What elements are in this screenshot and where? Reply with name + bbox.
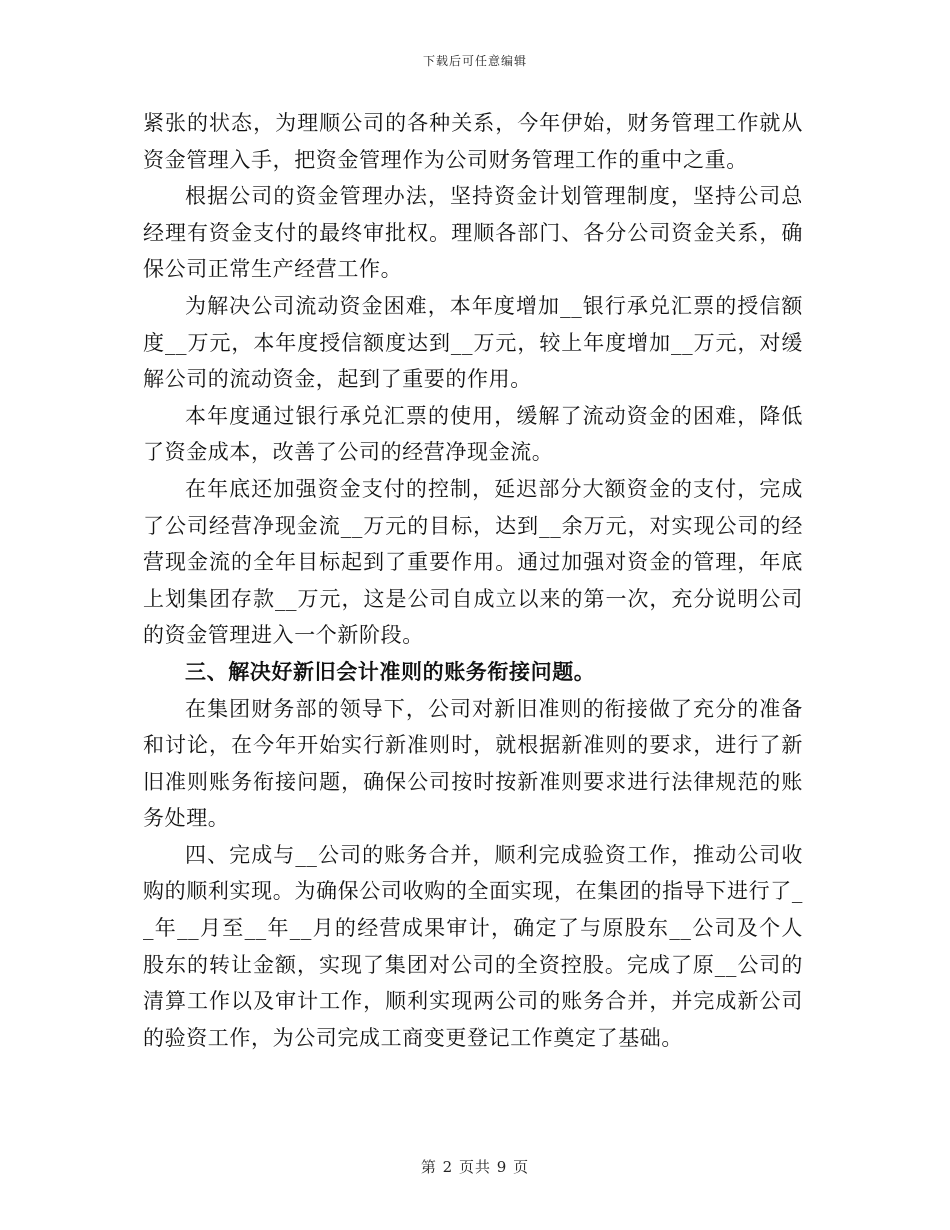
section-heading-3: 三、解决好新旧会计准则的账务衔接问题。 — [185, 659, 596, 684]
paragraph-3: 为解决公司流动资金困难，本年度增加__银行承兑汇票的授信额度__万元，本年度授信额度达到__万元，较上年度增加__万元，对缓解公司的流动资金，起到了重要的作用。 — [143, 293, 803, 392]
paragraph-2: 根据公司的资金管理办法，坚持资金计划管理制度，坚持公司总经理有资金支付的最终审批权。理顺各部门、各分公司资金关系，确保公司正常生产经营工作。 — [143, 184, 803, 282]
document-body — [143, 105, 803, 1056]
paragraph-7: 四、完成与__公司的账务合并，顺利完成验资工作，推动公司收购的顺利实现。为确保公司收购的全面实现，在集团的指导下进行了__年__月至__年__月的经营成果审计，确定了与原股东__公司及个人股东的转让金额，实现了集团对公司的全资控股。完成了原__公司的清算工作以及审计工作，顺利实现两公司的账务合并，并完成新公司的验资工作，为公司完成工商变更登记工作奠定了基础。 — [143, 842, 803, 1050]
paragraph-1: 紧张的状态，为理顺公司的各种关系，今年伊始，财务管理工作就从资金管理入手，把资金管理作为公司财务管理工作的重中之重。 — [143, 111, 803, 172]
paragraph-4: 本年度通过银行承兑汇票的使用，缓解了流动资金的困难，降低了资金成本，改善了公司的经营净现金流。 — [143, 403, 803, 465]
paragraph-5: 在年底还加强资金支付的控制，延迟部分大额资金的支付，完成了公司经营净现金流__万元的目标，达到__余万元，对实现公司的经营现金流的全年目标起到了重要作用。通过加强对资金的管理，年底上划集团存款__万元，这是公司自成立以来的第一次，充分说明公司的资金管理进入一个新阶段。 — [143, 476, 803, 648]
paragraph-6: 在集团财务部的领导下，公司对新旧准则的衔接做了充分的准备和讨论，在今年开始实行新准则时，就根据新准则的要求，进行了新旧准则账务衔接问题，确保公司按时按新准则要求进行法律规范的账务处理。 — [143, 696, 803, 831]
page-footer: 第 2 页共 9 页 — [420, 1158, 530, 1176]
page-header: 下载后可任意编辑 — [422, 54, 527, 68]
